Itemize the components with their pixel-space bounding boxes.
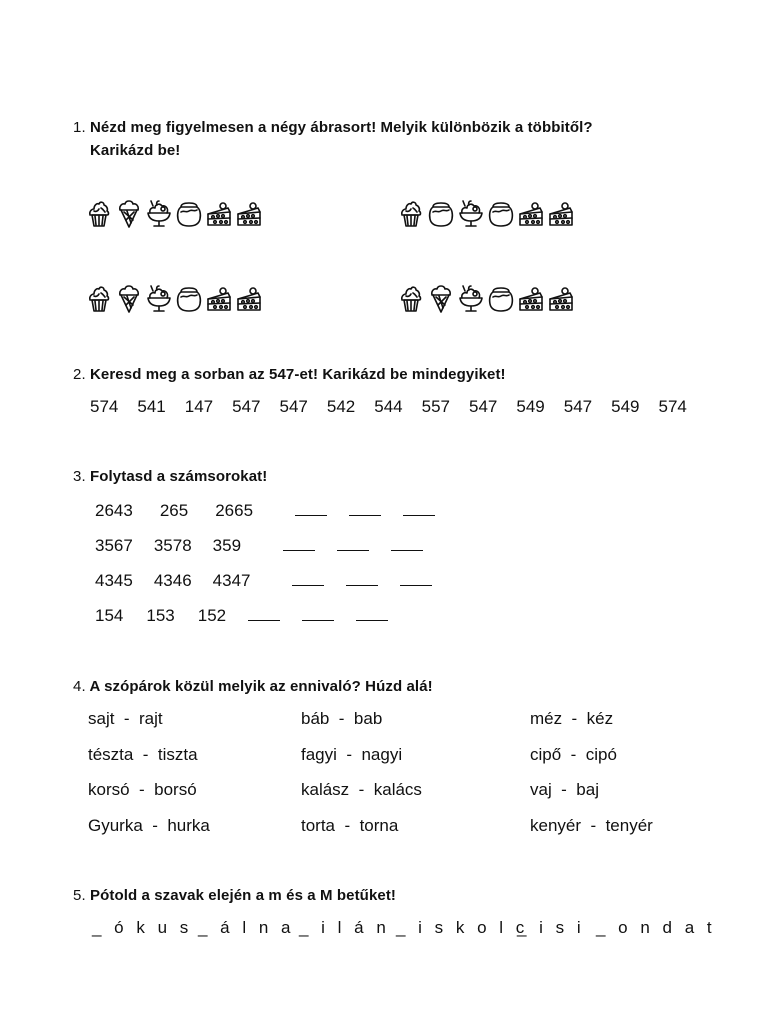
- jar-icon: [428, 198, 454, 233]
- cake-slice-icon: [548, 283, 574, 318]
- sequence-number: 2643: [95, 501, 133, 520]
- sequence-number: 3578: [153, 536, 192, 555]
- word-pair[interactable]: tészta - tiszta: [88, 745, 198, 764]
- cupcake-icon: [398, 198, 424, 233]
- fill-word[interactable]: _ o n d a t: [596, 918, 716, 937]
- answer-blank[interactable]: [283, 536, 315, 551]
- sundae-icon: [458, 283, 484, 318]
- number-item[interactable]: 574: [658, 397, 687, 416]
- task5-title-a: Pótold a szavak elején a: [90, 887, 269, 904]
- jar-icon: [488, 283, 514, 318]
- fill-word[interactable]: _ i l á n: [299, 918, 390, 937]
- answer-blank[interactable]: [248, 606, 280, 621]
- task2-title-after: -et! Karikázd be mindegyiket!: [294, 366, 506, 383]
- word-pair[interactable]: korsó - borsó: [88, 780, 197, 799]
- number-item[interactable]: 547: [232, 397, 261, 416]
- cake-slice-icon: [206, 283, 232, 318]
- cupcake-icon: [86, 198, 112, 233]
- sequence-row: [95, 536, 423, 556]
- word-pair[interactable]: vaj - baj: [530, 780, 599, 799]
- task5-title-c: betűket!: [332, 887, 397, 904]
- sequence-number: 153: [146, 606, 175, 625]
- cake-slice-icon: [206, 198, 232, 233]
- sequence-number: 3567: [95, 536, 133, 555]
- sequence-number: 359: [212, 536, 242, 555]
- ice-cream-cone-icon: [116, 198, 142, 233]
- sundae-icon: [146, 198, 172, 233]
- number-item[interactable]: 542: [326, 397, 356, 416]
- word-pair[interactable]: cipő - cipó: [530, 745, 617, 764]
- cake-slice-icon: [518, 283, 544, 318]
- icon-row-1[interactable]: [86, 198, 262, 233]
- jar-icon: [488, 198, 514, 233]
- ice-cream-cone-icon: [428, 283, 454, 318]
- number-item[interactable]: 549: [516, 397, 545, 416]
- fill-word[interactable]: _ i s i: [517, 918, 585, 937]
- task1-title-line2: Karikázd be!: [90, 142, 181, 159]
- task2-number: 2.: [73, 366, 86, 383]
- word-pair[interactable]: torta - torna: [301, 816, 399, 835]
- ice-cream-cone-icon: [116, 283, 142, 318]
- answer-blank[interactable]: [356, 606, 388, 621]
- icon-row-4[interactable]: [398, 283, 574, 318]
- sequence-number: 4345: [95, 571, 133, 590]
- task3-number: 3.: [73, 468, 86, 485]
- cake-slice-icon: [518, 198, 544, 233]
- sequence-number: 2665: [215, 501, 254, 520]
- answer-blank[interactable]: [302, 606, 334, 621]
- cupcake-icon: [398, 283, 424, 318]
- number-item[interactable]: 549: [611, 397, 640, 416]
- word-pair[interactable]: fagyi - nagyi: [301, 745, 403, 764]
- sundae-icon: [146, 283, 172, 318]
- task1-number: 1.: [73, 119, 86, 136]
- number-item[interactable]: 147: [184, 397, 214, 416]
- task5-title: [73, 886, 396, 906]
- sequence-number: 265: [159, 501, 189, 520]
- number-item[interactable]: 547: [563, 397, 593, 416]
- cake-slice-icon: [236, 198, 262, 233]
- cake-slice-icon: [548, 198, 574, 233]
- word-pair[interactable]: méz - kéz: [530, 709, 614, 728]
- task5-title-m: m: [268, 887, 282, 904]
- sequence-number: 152: [197, 606, 227, 625]
- cupcake-icon: [86, 283, 112, 318]
- task5-number: 5.: [73, 887, 86, 904]
- answer-blank[interactable]: [337, 536, 369, 551]
- jar-icon: [176, 198, 202, 233]
- task2-title: [73, 365, 506, 385]
- jar-icon: [176, 283, 202, 318]
- sequence-row: [95, 606, 388, 626]
- task1-title: [73, 118, 593, 138]
- number-row: [90, 397, 706, 417]
- answer-blank[interactable]: [403, 501, 435, 516]
- sequence-number: 154: [95, 606, 124, 625]
- number-item[interactable]: 574: [90, 397, 119, 416]
- task4-title-text: A szópárok közül melyik az ennivaló? Húzd alá!: [89, 678, 433, 695]
- fill-word[interactable]: _ ó k u s: [92, 918, 193, 937]
- sundae-icon: [458, 198, 484, 233]
- fill-word[interactable]: _ á l n a: [198, 918, 295, 937]
- word-pair[interactable]: kenyér - tenyér: [530, 816, 653, 835]
- answer-blank[interactable]: [292, 571, 324, 586]
- task3-title-text: Folytasd a számsorokat!: [90, 468, 268, 485]
- icon-row-2[interactable]: [398, 198, 574, 233]
- task5-title-b: és a: [281, 887, 320, 904]
- sequence-number: 4346: [153, 571, 192, 590]
- task4-title: [73, 677, 433, 697]
- sequence-row: [95, 501, 435, 521]
- word-pair[interactable]: báb - bab: [301, 709, 383, 728]
- answer-blank[interactable]: [400, 571, 432, 586]
- number-item[interactable]: 544: [374, 397, 403, 416]
- answer-blank[interactable]: [346, 571, 378, 586]
- number-item[interactable]: 547: [469, 397, 498, 416]
- sequence-row: [95, 571, 432, 591]
- number-item[interactable]: 541: [137, 397, 166, 416]
- task3-title: [73, 467, 267, 487]
- word-pair[interactable]: kalász - kalács: [301, 780, 422, 799]
- word-pair[interactable]: Gyurka - hurka: [88, 816, 210, 835]
- cake-slice-icon: [236, 283, 262, 318]
- answer-blank[interactable]: [391, 536, 423, 551]
- answer-blank[interactable]: [349, 501, 381, 516]
- answer-blank[interactable]: [295, 501, 327, 516]
- task5-title-M: M: [320, 887, 333, 904]
- task1-title-line1: Nézd meg figyelmesen a négy ábrasort! Melyik különbözik a többitől?: [90, 119, 593, 136]
- number-item[interactable]: 547: [279, 397, 308, 416]
- sequence-number: 4347: [212, 571, 251, 590]
- word-pair[interactable]: sajt - rajt: [88, 709, 163, 728]
- task4-number: 4.: [73, 678, 86, 695]
- number-item[interactable]: 557: [421, 397, 450, 416]
- icon-row-3[interactable]: [86, 283, 262, 318]
- task2-title-before: Keresd meg a sorban az: [90, 366, 270, 383]
- task2-title-bold: 547: [269, 366, 295, 383]
- fill-word[interactable]: _ i s k o l c: [396, 918, 529, 937]
